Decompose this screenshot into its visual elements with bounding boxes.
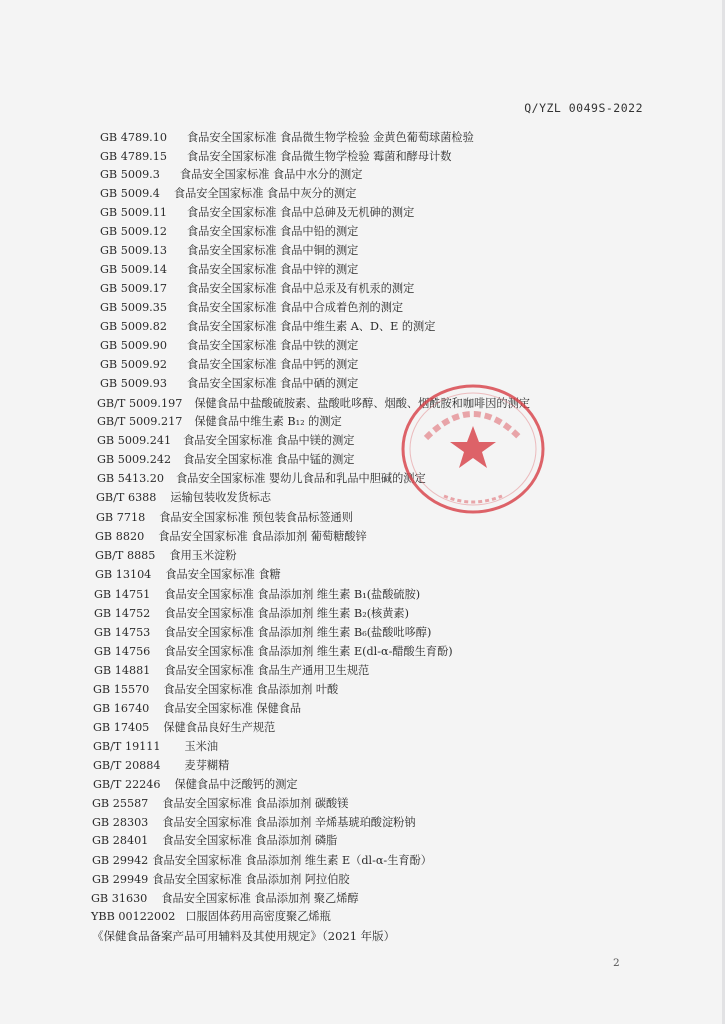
- standard-title: 食品安全国家标准 食品微生物学检验 金黄色葡萄球菌检验: [186, 131, 474, 144]
- reference-item: [100, 206, 414, 220]
- standard-code: GB 5009.92: [100, 358, 167, 371]
- standard-title: 食品安全国家标准 食品添加剂 碳酸镁: [162, 797, 349, 810]
- regulation-reference: 《保健食品备案产品可用辅料及其使用规定》（2021 年版）: [92, 929, 396, 943]
- standard-code: GB 5009.4: [100, 187, 160, 200]
- reference-item: [94, 645, 453, 659]
- reference-item: [95, 549, 237, 563]
- standard-title: 食品安全国家标准 食品中维生素 A、D、E 的测定: [186, 320, 436, 333]
- reference-item: [100, 282, 414, 296]
- standard-title: 食品安全国家标准 食品添加剂 维生素 B₁(盐酸硫胺): [164, 588, 421, 601]
- reference-item: [92, 854, 432, 868]
- standard-title: 食品安全国家标准 食品添加剂 维生素 B₆(盐酸吡哆醇): [164, 626, 432, 639]
- reference-item: [95, 568, 281, 582]
- standard-code: GB 5413.20: [97, 472, 164, 485]
- standard-code: GB 5009.3: [100, 168, 160, 181]
- standard-title: 食品安全国家标准 食品中水分的测定: [179, 168, 363, 181]
- standard-code: GB 28303: [92, 816, 149, 829]
- standard-code: GB 14751: [94, 588, 151, 601]
- standard-code: GB 14752: [94, 607, 151, 620]
- reference-item: [93, 778, 298, 792]
- standard-code: GB 4789.10: [100, 131, 167, 144]
- reference-item: [97, 415, 342, 429]
- standard-code: GB/T 19111: [93, 740, 161, 753]
- standard-code: GB 5009.14: [100, 263, 167, 276]
- standard-code: GB/T 6388: [96, 491, 157, 504]
- reference-item: [93, 740, 218, 754]
- reference-item: [100, 320, 435, 334]
- standard-title: 食品安全国家标准 食糖: [165, 568, 281, 581]
- standard-code: GB 17405: [93, 721, 150, 734]
- standard-code: GB 31630: [91, 892, 148, 905]
- reference-item: [94, 588, 420, 602]
- standard-title: 食品安全国家标准 食品中铁的测定: [186, 339, 359, 352]
- standard-title: 保健食品良好生产规范: [163, 721, 276, 734]
- standard-code: GB 15570: [93, 683, 150, 696]
- reference-item: [100, 168, 362, 182]
- reference-item: [100, 358, 358, 372]
- standard-title: 保健食品中盐酸硫胺素、盐酸吡哆醇、烟酸、烟酰胺和咖啡因的测定: [194, 397, 530, 410]
- standard-title: 食品安全国家标准 食品中锌的测定: [186, 263, 359, 276]
- standard-code: GB/T 22246: [93, 778, 161, 791]
- standard-code: GB 13104: [95, 568, 152, 581]
- reference-item: [92, 834, 337, 848]
- standard-code: YBB 00122002: [91, 910, 176, 923]
- standard-title: 食品安全国家标准 预包装食品标签通则: [159, 511, 353, 524]
- reference-item: [97, 472, 426, 486]
- standard-title: 食品安全国家标准 食品中总汞及有机汞的测定: [186, 282, 415, 295]
- company-seal-icon: [398, 380, 548, 518]
- reference-item: [91, 892, 359, 906]
- standard-code: GB 29942: [92, 854, 149, 867]
- standard-code: GB 5009.12: [100, 225, 167, 238]
- standard-code: GB 25587: [92, 797, 149, 810]
- standard-title: 食品安全国家标准 食品中钙的测定: [186, 358, 359, 371]
- standard-title: 食品安全国家标准 食品中镁的测定: [183, 434, 355, 447]
- reference-item: [93, 683, 338, 697]
- standard-code: GB 5009.17: [100, 282, 167, 295]
- reference-item: [100, 339, 358, 353]
- reference-item: [96, 491, 271, 505]
- standard-code: GB/T 5009.197: [97, 397, 183, 410]
- standard-title: 口服固体药用高密度聚乙烯瓶: [185, 910, 331, 923]
- standard-title: 食品安全国家标准 食品中合成着色剂的测定: [186, 301, 404, 314]
- reference-item: [92, 873, 350, 887]
- standard-code: GB 16740: [93, 702, 150, 715]
- page-number: 2: [613, 957, 620, 969]
- standard-code: GB 14753: [94, 626, 151, 639]
- standard-code: GB 5009.35: [100, 301, 167, 314]
- standard-code: GB 28401: [92, 834, 149, 847]
- standard-title: 运输包装收发货标志: [170, 491, 272, 504]
- reference-item: [94, 607, 409, 621]
- reference-item: [93, 759, 229, 773]
- reference-item: [100, 225, 358, 239]
- reference-item: [95, 530, 367, 544]
- standard-title: 食品安全国家标准 食品中铅的测定: [186, 225, 359, 238]
- standard-code: GB 14881: [94, 664, 151, 677]
- reference-item: [100, 244, 358, 258]
- document-code: Q/YZL 0049S-2022: [524, 101, 643, 115]
- reference-item: [93, 702, 301, 716]
- standard-title: 食品安全国家标准 食品添加剂 叶酸: [163, 683, 339, 696]
- standard-title: 玉米油: [184, 740, 219, 753]
- reference-item: [94, 664, 369, 678]
- standard-code: GB 8820: [95, 530, 145, 543]
- standard-title: 食品安全国家标准 食品添加剂 磷脂: [162, 834, 338, 847]
- reference-item: [100, 150, 451, 164]
- standard-title: 食品安全国家标准 食品添加剂 辛烯基琥珀酸淀粉钠: [162, 816, 416, 829]
- standard-code: GB 5009.11: [100, 206, 167, 219]
- reference-item: [94, 626, 431, 640]
- reference-item: [100, 263, 358, 277]
- standard-code: GB/T 8885: [95, 549, 156, 562]
- standard-code: GB 5009.242: [97, 453, 172, 466]
- standard-code: GB 4789.15: [100, 150, 167, 163]
- standard-title: 保健食品中泛酸钙的测定: [174, 778, 298, 791]
- standard-title: 食品安全国家标准 食品生产通用卫生规范: [164, 664, 370, 677]
- standard-title: 食品安全国家标准 食品添加剂 维生素 E（dl-α-生育酚）: [152, 854, 432, 867]
- reference-item: [97, 434, 354, 448]
- reference-item: [97, 453, 354, 467]
- reference-item: [100, 377, 358, 391]
- reference-item: [92, 797, 348, 811]
- reference-item: [100, 301, 403, 315]
- standard-title: 食品安全国家标准 婴幼儿食品和乳品中胆碱的测定: [175, 472, 426, 485]
- standard-title: 食品安全国家标准 食品添加剂 阿拉伯胶: [152, 873, 350, 886]
- standard-code: GB 5009.13: [100, 244, 167, 257]
- standard-title: 食品安全国家标准 食品中灰分的测定: [173, 187, 357, 200]
- standard-code: GB 7718: [96, 511, 146, 524]
- standard-code: GB 14756: [94, 645, 151, 658]
- standard-title: 麦芽糊精: [184, 759, 230, 772]
- standard-code: GB 5009.241: [97, 434, 172, 447]
- standard-code: GB 5009.82: [100, 320, 167, 333]
- standard-title: 食品安全国家标准 食品中铜的测定: [186, 244, 359, 257]
- standard-code: GB 29949: [92, 873, 149, 886]
- standard-title: 食品安全国家标准 食品添加剂 葡萄糖酸锌: [158, 530, 367, 543]
- reference-item: [100, 187, 356, 201]
- standard-title: 食品安全国家标准 食品微生物学检验 霉菌和酵母计数: [186, 150, 452, 163]
- reference-item: [100, 131, 474, 145]
- standard-title: 保健食品中维生素 B₁₂ 的测定: [194, 415, 342, 428]
- reference-item: [93, 721, 275, 735]
- standard-title: 食品安全国家标准 食品添加剂 聚乙烯醇: [161, 892, 359, 905]
- reference-item: [92, 816, 416, 830]
- reference-item: [91, 910, 331, 924]
- standard-title: 食品安全国家标准 食品中总砷及无机砷的测定: [186, 206, 415, 219]
- standard-title: 食品安全国家标准 食品中锰的测定: [183, 453, 355, 466]
- standard-title: 食品安全国家标准 食品中硒的测定: [186, 377, 359, 390]
- standard-title: 食用玉米淀粉: [169, 549, 237, 562]
- standard-title: 食品安全国家标准 食品添加剂 维生素 E(dl-α-醋酸生育酚): [164, 645, 453, 658]
- standard-code: GB 5009.93: [100, 377, 167, 390]
- standard-code: GB/T 20884: [93, 759, 161, 772]
- standard-code: GB/T 5009.217: [97, 415, 183, 428]
- standard-title: 食品安全国家标准 食品添加剂 维生素 B₂(核黄素): [164, 607, 409, 620]
- reference-item: [96, 511, 353, 525]
- standard-code: GB 5009.90: [100, 339, 167, 352]
- standard-title: 食品安全国家标准 保健食品: [163, 702, 302, 715]
